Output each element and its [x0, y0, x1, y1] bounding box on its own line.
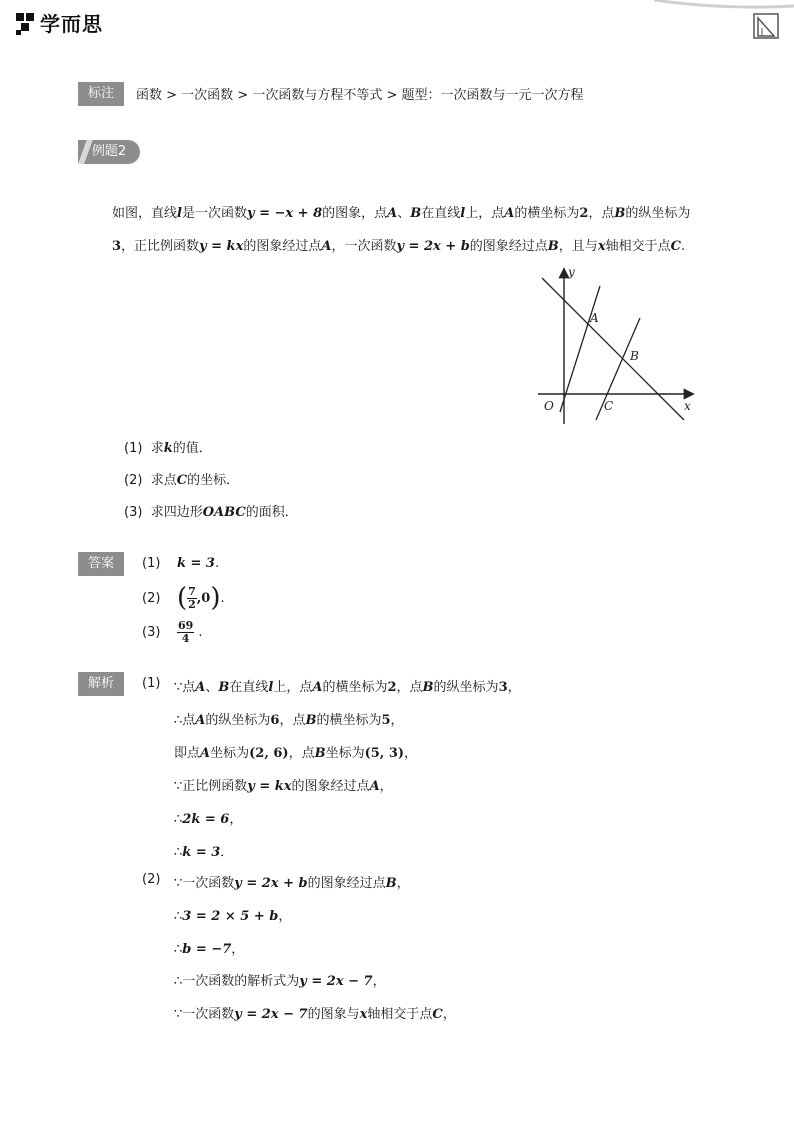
text: 的图象经过点 — [291, 779, 370, 794]
text: 、 — [397, 206, 411, 221]
math: A — [321, 239, 332, 254]
math: (2, 6) — [249, 746, 289, 761]
left-paren: ( — [176, 583, 188, 613]
text: 的横坐标为 — [514, 206, 580, 221]
text: 的面积． — [245, 505, 298, 520]
analysis-line — [174, 709, 404, 728]
answer-1 — [142, 556, 219, 571]
text: ， — [278, 909, 292, 924]
label-y: y — [568, 265, 575, 279]
math: (5, 3) — [364, 746, 405, 761]
text: ，正比例函数 — [121, 239, 200, 254]
math: B — [410, 206, 422, 221]
text: ， — [390, 713, 404, 728]
question-number: (1) — [124, 441, 143, 456]
text: 的纵坐标为 — [625, 206, 691, 221]
text: 的图象经过点 — [307, 876, 386, 891]
text: ∵一次函数 — [174, 876, 235, 891]
math-equation: k = 3 — [182, 845, 221, 860]
analysis-line — [174, 938, 244, 957]
text: ， — [404, 746, 418, 761]
text: 的坐标． — [187, 473, 240, 488]
math: B — [614, 206, 626, 221]
math: x — [597, 239, 606, 254]
label-o: O — [544, 399, 554, 413]
text: . — [214, 556, 220, 571]
math: k — [163, 441, 173, 456]
breadcrumb: 函数 > 一次函数 > 一次函数与方程不等式 > 题型：一次函数与一元一次方程 — [136, 88, 584, 103]
text: ，点 — [396, 680, 423, 695]
right-paren: ) — [210, 583, 221, 613]
label-b: B — [630, 349, 639, 363]
text: 求 — [150, 441, 164, 456]
math: 3 — [498, 680, 508, 695]
label-a: A — [590, 311, 599, 325]
text: ∵点 — [174, 680, 196, 695]
text: ∴ — [174, 909, 183, 924]
text: 在直线 — [421, 206, 461, 221]
math: 2 — [387, 680, 397, 695]
math: 2 — [579, 206, 589, 221]
text: ， — [231, 942, 245, 957]
text: 是一次函数 — [181, 206, 247, 221]
text: ，点 — [279, 713, 306, 728]
text: 坐标为 — [325, 746, 365, 761]
text: ∴点 — [174, 713, 196, 728]
math-equation: y = kx — [199, 239, 244, 254]
fraction — [177, 620, 194, 645]
answer-number: (2) — [142, 590, 161, 606]
text: ∴ — [174, 812, 183, 827]
math: B — [422, 680, 434, 695]
answer-number: (1) — [142, 556, 161, 571]
analysis-part1-number: (1) — [142, 676, 161, 691]
question-2 — [124, 469, 239, 488]
fraction-denominator: 4 — [181, 631, 190, 645]
math: 3 — [112, 239, 122, 254]
math: A — [369, 779, 380, 794]
analysis-line — [174, 808, 242, 827]
text: ，一次函数 — [331, 239, 397, 254]
text: ∵正比例函数 — [174, 779, 248, 794]
answer-number: (3) — [142, 624, 161, 640]
math: 6 — [270, 713, 280, 728]
question-number: (3) — [124, 505, 143, 520]
label-x: x — [684, 399, 691, 413]
line-oa — [560, 286, 600, 412]
text: ，且与 — [558, 239, 598, 254]
text: 轴相交于点 — [605, 239, 671, 254]
text: ∴ — [174, 942, 183, 957]
problem-line-2 — [112, 235, 685, 254]
math: 5 — [381, 713, 391, 728]
analysis-line — [174, 970, 386, 989]
math: OABC — [202, 505, 246, 520]
text: ，点 — [288, 746, 315, 761]
text: 的值． — [172, 441, 212, 456]
math: B — [218, 680, 230, 695]
text: 的图象经过点 — [469, 239, 548, 254]
math-equation: 3 = 2 × 5 + b — [182, 909, 279, 924]
answer-3 — [142, 618, 203, 646]
text: ∴ — [174, 845, 183, 860]
text: ， — [396, 876, 410, 891]
text: 的横坐标为 — [322, 680, 388, 695]
coordinate-graph — [530, 262, 700, 430]
note-tag: 标注 — [78, 82, 124, 106]
math: A — [387, 206, 398, 221]
text: . — [220, 590, 225, 606]
text: ， — [372, 974, 386, 989]
text: 上，点 — [273, 680, 313, 695]
text: 求四边形 — [150, 505, 203, 520]
math-equation: y = 2x − 7 — [299, 974, 373, 989]
analysis-line — [174, 905, 291, 924]
math-equation: 2k = 6 — [182, 812, 230, 827]
analysis-line — [174, 742, 417, 761]
math: A — [312, 680, 323, 695]
math: C — [670, 239, 681, 254]
answer-2 — [142, 582, 225, 614]
text: 的纵坐标为 — [433, 680, 499, 695]
analysis-line — [174, 872, 410, 891]
analysis-line — [174, 676, 521, 695]
brand-logo — [14, 8, 103, 37]
text: ， — [442, 1007, 456, 1022]
question-3 — [124, 501, 298, 520]
text: ， — [507, 680, 521, 695]
analysis-line — [174, 841, 233, 860]
math: ,0 — [196, 590, 211, 606]
math: l — [177, 206, 182, 221]
ruler-triangle-icon — [752, 12, 780, 40]
fraction — [187, 586, 197, 611]
analysis-line — [174, 775, 393, 794]
math: A — [200, 746, 211, 761]
text: 、 — [205, 680, 219, 695]
fraction-numerator: 69 — [177, 618, 194, 632]
example-tag: 例题2 — [78, 140, 140, 164]
text: 在直线 — [229, 680, 269, 695]
logo-text: 学而思 — [40, 12, 103, 36]
text: 坐标为 — [210, 746, 250, 761]
text: ∵一次函数 — [174, 1007, 235, 1022]
math: x — [359, 1007, 368, 1022]
answer-tag: 答案 — [78, 552, 124, 576]
math-equation: y = kx — [247, 779, 292, 794]
text: . — [680, 239, 686, 254]
text: 的图象与 — [307, 1007, 360, 1022]
math: l — [268, 680, 274, 695]
text: ， — [379, 779, 393, 794]
text: ， — [229, 812, 243, 827]
math: B — [305, 713, 317, 728]
text: 轴相交于点 — [367, 1007, 433, 1022]
analysis-line — [174, 1003, 456, 1022]
math: B — [547, 239, 559, 254]
label-c: C — [604, 399, 614, 413]
analysis-tag: 解析 — [78, 672, 124, 696]
text: 的图象，点 — [322, 206, 388, 221]
text: 的横坐标为 — [316, 713, 382, 728]
text: 求点 — [150, 473, 177, 488]
math-equation: y = 2x + b — [234, 876, 308, 891]
fraction-denominator: 2 — [188, 597, 196, 611]
question-1 — [124, 437, 212, 456]
text: ∴一次函数的解析式为 — [174, 974, 300, 989]
math-equation: y = 2x − 7 — [234, 1007, 308, 1022]
logo-mark-icon — [14, 10, 38, 36]
math: l — [460, 206, 466, 221]
problem-line-1 — [112, 202, 690, 221]
text: 上，点 — [465, 206, 505, 221]
analysis-part2-number: (2) — [142, 872, 161, 887]
math-equation: k = 3 — [176, 556, 215, 571]
math: B — [314, 746, 326, 761]
text: . — [198, 624, 203, 640]
math-equation: b = −7 — [182, 942, 232, 957]
math: B — [385, 876, 397, 891]
math: A — [504, 206, 515, 221]
math-equation: y = 2x + b — [396, 239, 470, 254]
text: 如图，直线 — [112, 206, 178, 221]
math: C — [432, 1007, 443, 1022]
fraction-numerator: 7 — [188, 584, 196, 598]
text: 即点 — [174, 746, 201, 761]
text: 的纵坐标为 — [205, 713, 271, 728]
text: 的图象经过点 — [243, 239, 322, 254]
math: C — [176, 473, 188, 488]
math: A — [195, 680, 206, 695]
question-number: (2) — [124, 473, 143, 488]
text: ． — [220, 845, 234, 860]
math-equation: y = −x + 8 — [246, 206, 323, 221]
text: ，点 — [588, 206, 615, 221]
math: A — [195, 713, 206, 728]
